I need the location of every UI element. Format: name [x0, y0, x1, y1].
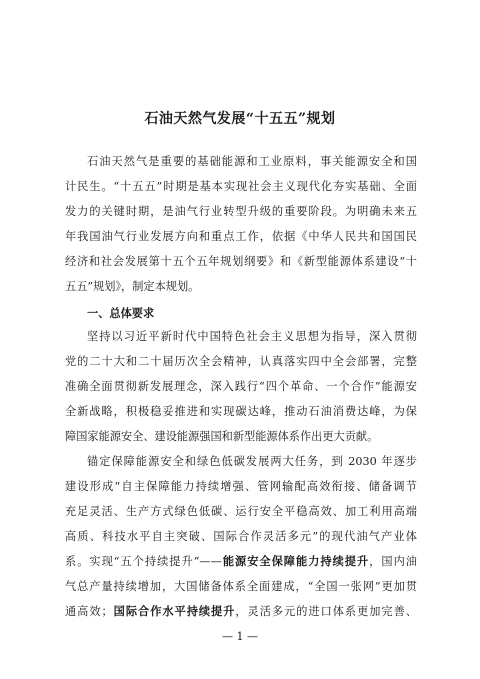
paragraph-line: 高质、科技水平自主突破、国际合作灵活多元”的现代油气产业体 — [65, 530, 417, 543]
text-segment: ，国内油 — [369, 555, 417, 568]
bold-phrase: 能源安全保障能力持续提升 — [221, 555, 370, 568]
paragraph-line — [65, 555, 417, 569]
paragraph-line: 锚定保障能源安全和绿色低碳发展两大任务，到 2030 年逐步 — [87, 455, 417, 468]
text-segment: 通高效； — [65, 605, 113, 618]
paragraph-line: 石油天然气是重要的基础能源和工业原料，事关能源安全和国 — [87, 155, 417, 168]
text-segment: 系。实现“五个持续提升”—— — [65, 555, 222, 568]
text-segment: ，灵活多元的进口体系更加完善、 — [235, 605, 417, 618]
bold-phrase: 国际合作水平持续提升 — [112, 605, 236, 618]
paragraph-line: 准确全面贯彻新发展理念，深入践行“四个革命、一个合作”能源安 — [65, 380, 417, 393]
paragraph-line: 发力的关键时期，是油气行业转型升级的重要阶段。为明确未来五 — [65, 205, 417, 218]
document-title: 石油天然气发展“十五五”规划 — [144, 111, 336, 127]
paragraph-line: 气总产量持续增加，大国储备体系全面建成，“全国一张网”更加贯 — [65, 580, 417, 593]
paragraph-line: 计民生。“十五五”时期是基本实现社会主义现代化夯实基础、全面 — [65, 180, 417, 193]
paragraph-line: 坚持以习近平新时代中国特色社会主义思想为指导，深入贯彻 — [87, 330, 417, 343]
paragraph-line: 障国家能源安全、建设能源强国和新型能源体系作出更大贡献。 — [65, 430, 379, 443]
paragraph-line: 全新战略，积极稳妥推进和实现碳达峰，推动石油消费达峰，为保 — [65, 405, 417, 418]
paragraph-line: 充足灵活、生产方式绿色低碳、运行安全平稳高效、加工利用高端 — [65, 505, 417, 518]
paragraph-line: 建设形成“自主保障能力持续增强、管网输配高效衔接、储备调节 — [65, 480, 417, 493]
page-number: — 1 — — [222, 630, 258, 643]
section-heading: 一、总体要求 — [87, 307, 155, 320]
paragraph-line: 经济和社会发展第十五个五年规划纲要》和《新型能源体系建设“十 — [65, 255, 417, 268]
paragraph-line: 党的二十大和二十届历次全会精神，认真落实四中全会部署，完整 — [65, 355, 417, 368]
paragraph-line: 年我国油气行业发展方向和重点工作，依据《中华人民共和国国民 — [65, 230, 417, 243]
paragraph-line — [65, 605, 417, 619]
paragraph-line: 五五”规划》，制定本规划。 — [65, 280, 200, 293]
